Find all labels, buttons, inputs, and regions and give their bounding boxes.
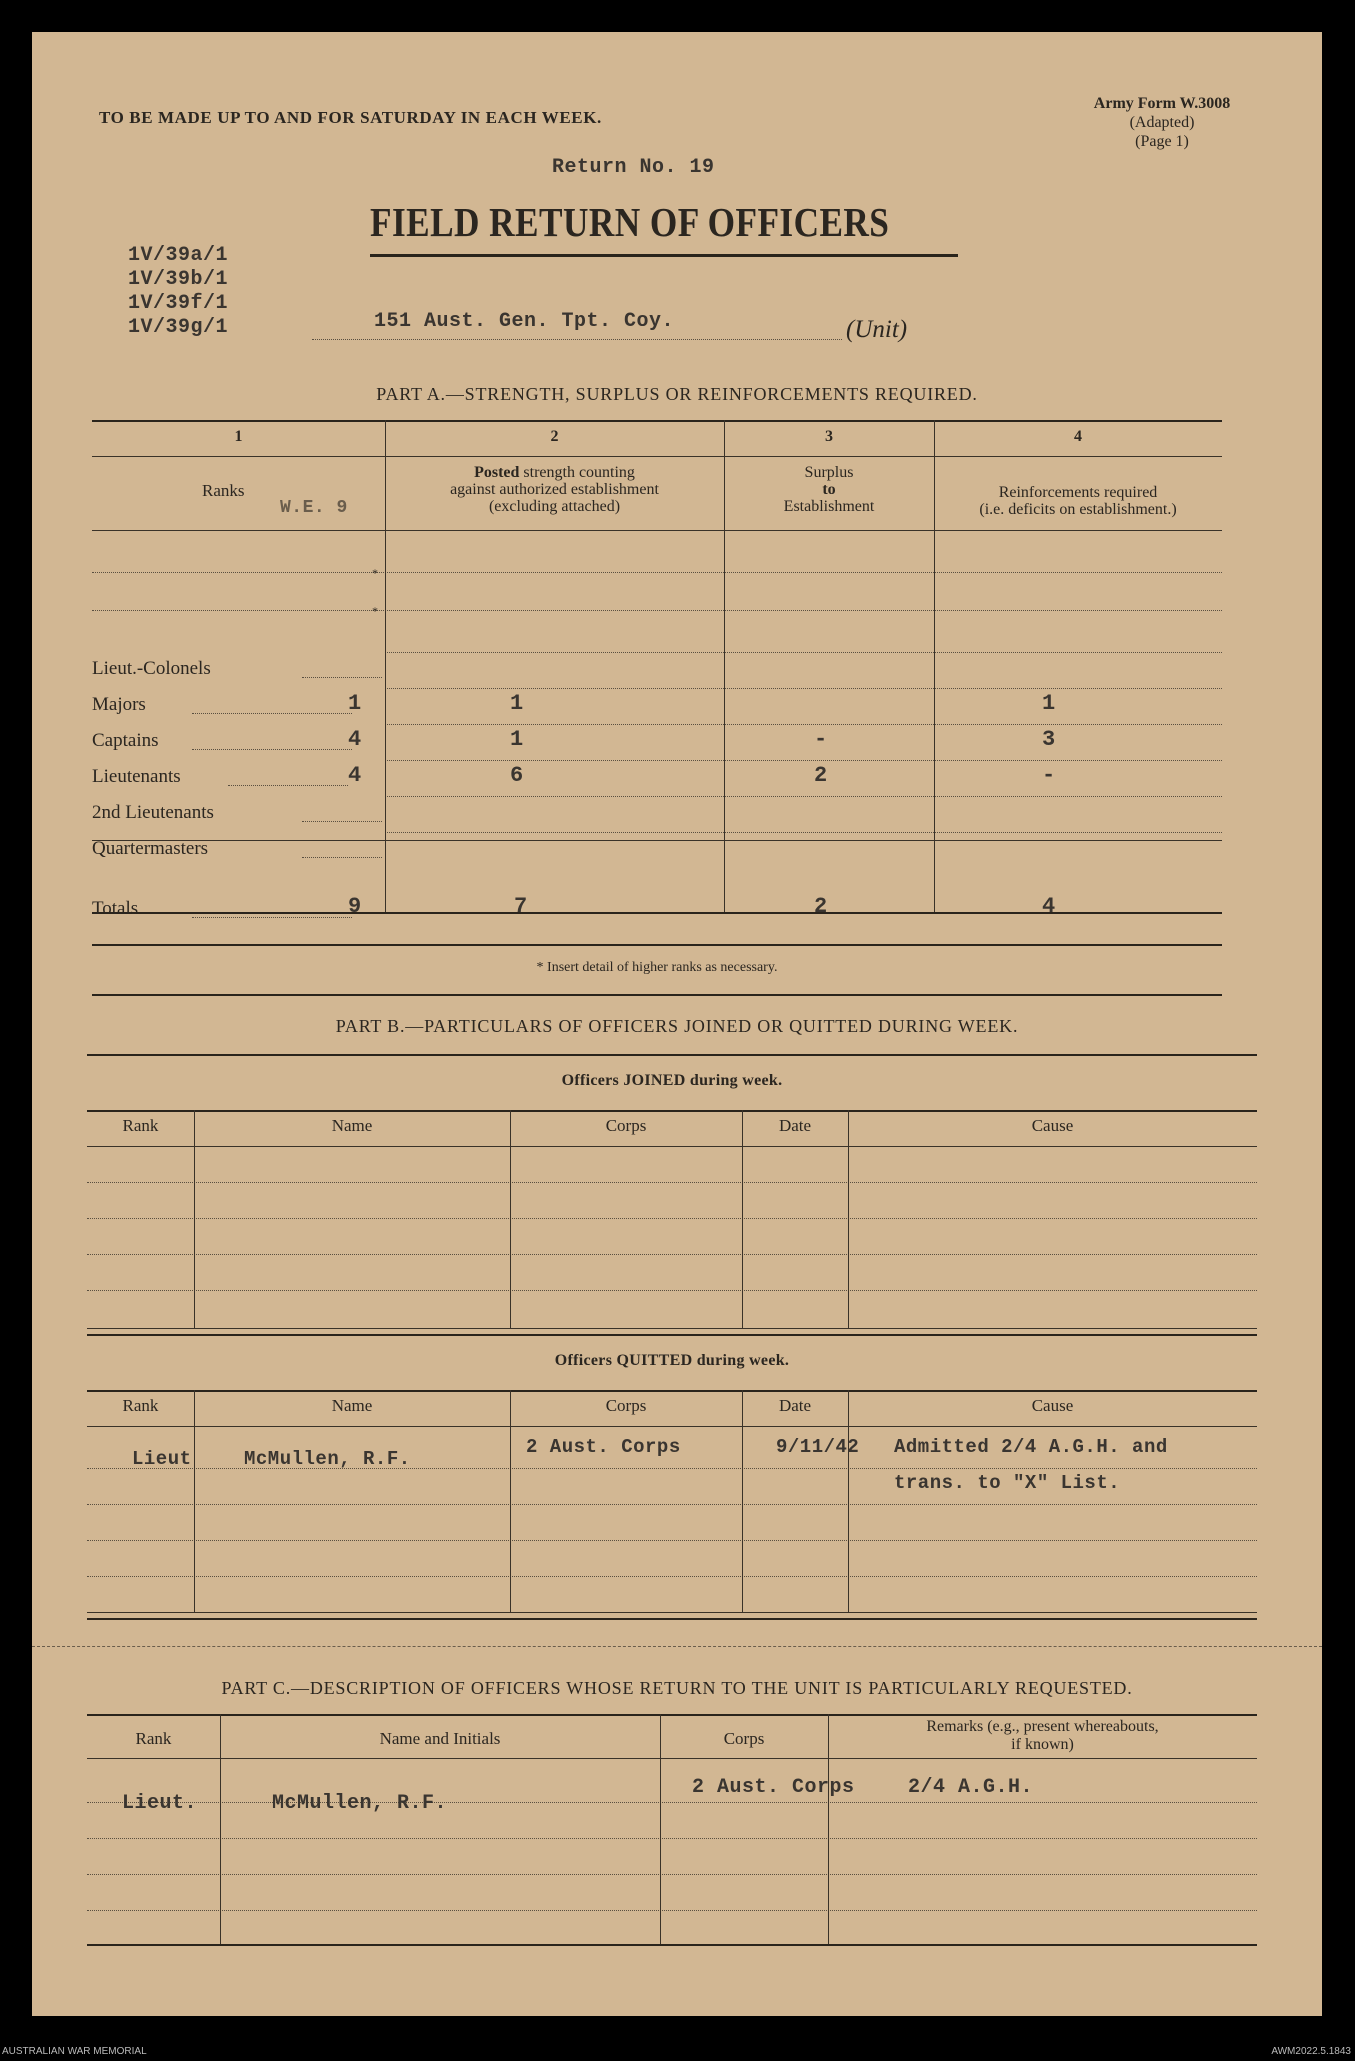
col-header-rank: Rank [122,1396,159,1415]
rule [87,1618,1257,1620]
rule [510,1390,511,1612]
asterisk-mark: * [372,604,378,618]
est-value: 4 [348,727,362,752]
col-number: 2 [550,428,559,445]
rule [87,1576,1257,1577]
col-number: 4 [1074,428,1082,445]
rule [87,1182,1257,1183]
rule [387,688,1222,689]
rule [92,456,1222,457]
col-header-surplus [724,464,934,515]
rule [92,944,1222,946]
rule [87,1328,1257,1329]
instruction-text: TO BE MADE UP TO AND FOR SATURDAY IN EACH WEEK. [99,108,602,127]
surplus-value: - [814,727,828,752]
footer-accession: AWM2022.5.1843 [1271,2046,1351,2057]
total-posted: 7 [514,894,528,919]
rule [87,1290,1257,1291]
reinf-line1: Reinforcements required [998,484,1158,501]
col-header-reinforcements [934,484,1222,518]
col-number: 3 [825,428,833,445]
rule [92,610,1222,611]
col-header-cause: Cause [1031,1116,1074,1135]
rule [387,832,1222,833]
dotted-leader [302,821,382,822]
rank-label: Lieut.-Colonels [92,658,211,679]
reinf-value: 3 [1042,727,1056,752]
rule [87,1426,1257,1427]
rule [87,1146,1257,1147]
rule [387,652,1222,653]
rank-label: Lieutenants [92,766,181,787]
total-surplus: 2 [814,894,828,919]
col-header-rank: Rank [135,1729,172,1748]
rule [92,840,1222,841]
requested-corps: 2 Aust. Corps [692,1776,855,1799]
perforation-line [32,1646,1322,1647]
rank-label: 2nd Lieutenants [92,802,214,823]
unit-label: (Unit) [846,316,908,343]
rule [87,1714,1257,1716]
posted-bold: Posted [474,464,520,481]
file-ref: 1V/39f/1 [128,292,229,315]
rule [194,1110,195,1328]
rule [87,1874,1257,1875]
file-ref: 1V/39a/1 [128,244,229,267]
col-header-name-initials: Name and Initials [379,1729,501,1748]
rule [87,1390,1257,1392]
rule [510,1110,511,1328]
col-header-corps: Corps [605,1116,647,1135]
requested-name: McMullen, R.F. [272,1792,448,1815]
col-header-name: Name [331,1116,373,1135]
rule [87,1910,1257,1911]
rule [87,1838,1257,1839]
establishment-stamp: W.E. 9 [280,498,348,518]
reinf-value: - [1042,763,1056,788]
unit-value: 151 Aust. Gen. Tpt. Coy. [374,310,675,333]
rule [87,1110,1257,1112]
remarks-line1: Remarks (e.g., present whereabouts, [926,1718,1159,1735]
quitted-date: 9/11/42 [776,1436,860,1458]
total-reinf: 4 [1042,894,1056,919]
form-number: Army Form W.3008 [1093,95,1231,112]
dotted-leader [302,857,382,858]
file-ref: 1V/39b/1 [128,268,229,291]
total-est: 9 [348,894,362,919]
footer-credit: AUSTRALIAN WAR MEMORIAL [2,2046,147,2057]
col-header-posted [385,464,724,515]
quitted-cause-line1: Admitted 2/4 A.G.H. and [894,1436,1168,1458]
dotted-leader [192,713,352,714]
asterisk-mark: * [372,566,378,580]
surplus-value: 2 [814,763,828,788]
rule [848,1390,849,1612]
rank-label: Captains [92,730,159,751]
rule [92,530,1222,531]
col-number: 1 [234,428,243,445]
part-a-title: PART A.—STRENGTH, SURPLUS OR REINFORCEMENTS REQUIRED. [376,384,978,404]
posted-value: 1 [510,691,524,716]
unit-dotted-line [312,339,842,340]
joined-title: Officers JOINED during week. [561,1072,783,1089]
file-ref: 1V/39g/1 [128,316,229,339]
rule [87,1944,1257,1946]
rule [87,1054,1257,1056]
return-number: Return No. 19 [552,156,715,179]
quitted-rank: Lieut [132,1448,192,1470]
rule [87,1540,1257,1541]
posted-line2: against authorized establishment [450,481,659,498]
rule [387,724,1222,725]
rank-label: Quartermasters [92,838,209,859]
est-value: 1 [348,691,362,716]
surplus-line3: Establishment [783,498,875,515]
rule [87,1334,1257,1336]
rule [87,1802,1257,1803]
rule [92,572,1222,573]
rule [742,1110,743,1328]
surplus-line2: to [822,481,836,498]
dotted-leader [192,917,352,918]
rule [387,796,1222,797]
surplus-line1: Surplus [804,464,854,481]
form-page: (Page 1) [1135,133,1189,150]
rank-label: Majors [92,694,146,715]
reinf-value: 1 [1042,691,1056,716]
document-page [32,32,1322,2016]
col-header-ranks: Ranks [202,481,245,500]
title-underline [370,254,958,257]
quitted-name: McMullen, R.F. [244,1448,411,1470]
rule [87,1218,1257,1219]
quitted-corps: 2 Aust. Corps [526,1436,681,1458]
rule [87,1254,1257,1255]
col-header-name: Name [331,1396,373,1415]
posted-value: 1 [510,727,524,752]
rule [92,420,1222,422]
posted-line3: (excluding attached) [488,498,621,515]
part-b-title: PART B.—PARTICULARS OF OFFICERS JOINED OR QUITTED DURING WEEK. [335,1016,1019,1036]
est-value: 4 [348,763,362,788]
part-c-title: PART C.—DESCRIPTION OF OFFICERS WHOSE RETURN TO THE UNIT IS PARTICULARLY REQUESTED. [221,1678,1133,1698]
page-title: FIELD RETURN OF OFFICERS [370,199,890,245]
col-header-remarks [828,1718,1257,1754]
rule [848,1110,849,1328]
totals-label: Totals [92,898,139,919]
form-adapted: (Adapted) [1129,114,1195,131]
quitted-title: Officers QUITTED during week. [554,1352,790,1369]
reinf-line2: (i.e. deficits on establishment.) [979,501,1177,518]
posted-value: 6 [510,763,524,788]
dotted-leader [192,749,352,750]
quitted-cause-line2: trans. to "X" List. [894,1472,1121,1494]
rule [387,760,1222,761]
rule [742,1390,743,1612]
rule [87,1758,1257,1759]
dotted-leader [302,677,382,678]
posted-rest: strength counting [519,464,635,481]
file-reference-stamps [128,244,228,340]
col-header-rank: Rank [122,1116,159,1135]
requested-remarks: 2/4 A.G.H. [908,1776,1034,1799]
rule [92,994,1222,996]
part-a-footnote: * Insert detail of higher ranks as necessary. [536,960,778,975]
rule [87,1504,1257,1505]
col-header-date: Date [778,1116,812,1135]
rule [194,1390,195,1612]
col-header-cause: Cause [1031,1396,1074,1415]
form-number-block [1032,94,1292,151]
rule [87,1612,1257,1613]
remarks-line2: if known) [1011,1736,1074,1753]
requested-rank: Lieut. [122,1792,198,1815]
col-header-corps: Corps [723,1729,765,1748]
col-header-corps: Corps [605,1396,647,1415]
col-header-date: Date [778,1396,812,1415]
dotted-leader [228,785,348,786]
